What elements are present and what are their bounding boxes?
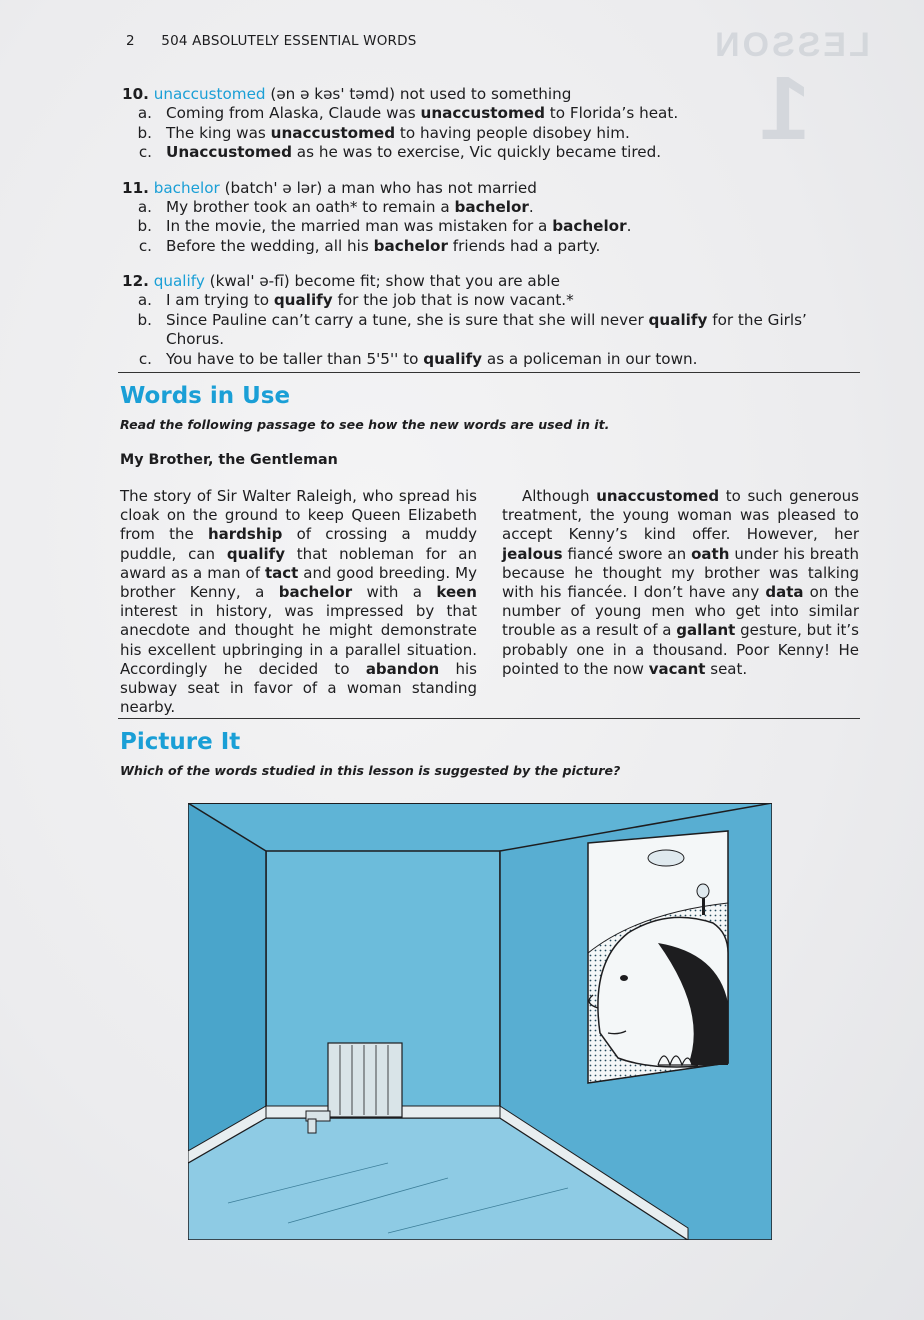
- bleed-through-lesson: LESSON: [712, 26, 870, 64]
- passage-text: Although: [522, 487, 597, 505]
- passage-column-right: [502, 487, 859, 679]
- example-sentence: [122, 350, 862, 370]
- passage-text: with a: [352, 583, 437, 602]
- vocabulary-word: bachelor: [278, 583, 353, 602]
- example-text: Since Pauline can’t carry a tune, she is sure that she will never qualify for the Girls’ Chorus.: [166, 310, 807, 348]
- example-text: Unaccustomed as he was to exercise, Vic quickly became tired.: [166, 143, 662, 161]
- example-sentence: [122, 124, 862, 144]
- passage-text: gesture, but it’s probably one in a thousand. Poor Kenny! He pointed to the now: [502, 621, 859, 678]
- example-letter: a.: [137, 104, 152, 122]
- example-text: Coming from Alaska, Claude was unaccustomed to Florida’s heat.: [166, 104, 679, 122]
- page-header: [126, 33, 416, 49]
- entry-pronunciation: (kwal' ə-fī): [209, 272, 290, 290]
- example-sentence: [122, 237, 862, 257]
- example-sentence: [122, 104, 862, 124]
- example-letter: c.: [138, 236, 152, 255]
- entry-pronunciation: (ən ə kəs' təmd): [270, 85, 395, 103]
- passage-text: on the number of young men who get into similar trouble as a result of a: [502, 583, 859, 640]
- picture-it-instruction: Which of the words studied in this lesson is suggested by the picture?: [120, 763, 621, 778]
- example-sentence: [122, 217, 862, 237]
- vocabulary-word: abandon: [365, 659, 440, 678]
- example-sentence: [122, 143, 862, 163]
- entry-head: [122, 85, 862, 104]
- entry-word: bachelor: [153, 178, 220, 197]
- passage-text: his subway seat in favor of a woman standing nearby.: [120, 659, 478, 717]
- example-letter: a.: [137, 197, 152, 216]
- entry-definition: become fit; show that you are able: [294, 272, 560, 290]
- example-letter: b.: [137, 123, 152, 142]
- passage-paragraph: [502, 487, 859, 679]
- example-text: The king was unaccustomed to having people disobey him.: [166, 123, 630, 142]
- passage-text: seat.: [705, 659, 748, 678]
- section-divider: [118, 718, 860, 719]
- example-letter: b.: [137, 310, 152, 329]
- example-text: Before the wedding, all his bachelor friends had a party.: [166, 236, 601, 255]
- passage-text: interest in history, was impressed by that anecdote and thought he might demonstrate his excellent upbringing in a parallel situation. Accordingly he decided to: [120, 602, 477, 678]
- entry-number: 10.: [122, 85, 149, 103]
- words-in-use-instruction: Read the following passage to see how the new words are used in it.: [120, 417, 610, 432]
- entry-pronunciation: (batch' ə lər): [224, 178, 323, 197]
- passage-column-left: [120, 487, 477, 717]
- section-title-picture-it: Picture It: [120, 729, 241, 755]
- word-entries: [122, 85, 862, 385]
- vocabulary-word: qualify: [226, 544, 285, 563]
- entry-number: 11.: [122, 178, 149, 197]
- entry-head: [122, 272, 862, 291]
- passage-text: to such generous treatment, the young woman was pleased to accept Kenny’s kind offer. However, her: [502, 487, 859, 544]
- word-entry: [122, 179, 862, 257]
- example-text: I am trying to qualify for the job that is now vacant.*: [166, 291, 574, 309]
- example-sentence: [122, 311, 862, 350]
- vocabulary-word: gallant: [676, 621, 736, 640]
- example-sentence: [122, 291, 862, 311]
- vocabulary-word: unaccustomed: [596, 487, 720, 505]
- passage-text: under his breath because he thought my brother was talking with his fiancée. I don’t have any: [502, 544, 859, 602]
- vocabulary-word: keen: [436, 583, 477, 602]
- book-title: 504 ABSOLUTELY ESSENTIAL WORDS: [161, 33, 417, 49]
- passage-text: and good breeding. My brother Kenny, a: [120, 563, 477, 602]
- passage-text: fiancé swore an: [562, 544, 692, 563]
- example-letter: c.: [138, 143, 152, 161]
- vocabulary-word: oath: [691, 544, 730, 563]
- entry-word: qualify: [153, 272, 205, 290]
- section-divider: [118, 372, 860, 373]
- vacant-room-illustration: [188, 803, 772, 1240]
- example-text: You have to be taller than 5'5'' to qualify as a policeman in our town.: [166, 349, 698, 368]
- entry-head: [122, 179, 862, 198]
- example-letter: a.: [137, 291, 152, 309]
- bleed-through-number: 1: [760, 59, 811, 159]
- passage-text: that nobleman for an award as a man of: [120, 544, 477, 582]
- passage-paragraph: [120, 487, 477, 717]
- vocabulary-word: tact: [264, 563, 299, 582]
- vocabulary-word: data: [765, 583, 804, 602]
- passage-text: The story of Sir Walter Raleigh, who spread his cloak on the ground to keep Queen Elizabeth from the: [120, 487, 477, 544]
- example-sentence: [122, 198, 862, 218]
- section-title-words-in-use: Words in Use: [120, 383, 291, 409]
- entry-definition: a man who has not married: [327, 178, 537, 197]
- entry-definition: not used to something: [399, 85, 572, 103]
- passage-text: of crossing a muddy puddle, can: [120, 525, 477, 563]
- word-entry: [122, 272, 862, 369]
- passage-title: My Brother, the Gentleman: [120, 452, 338, 468]
- example-text: My brother took an oath* to remain a bachelor.: [166, 197, 534, 216]
- page-number: 2: [126, 33, 135, 49]
- word-entry: [122, 85, 862, 163]
- example-letter: c.: [138, 349, 152, 368]
- vocabulary-word: jealous: [502, 544, 563, 563]
- example-letter: b.: [137, 217, 152, 235]
- vocabulary-word: hardship: [207, 525, 283, 544]
- vocabulary-word: vacant: [648, 659, 706, 678]
- example-text: In the movie, the married man was mistaken for a bachelor.: [166, 217, 632, 235]
- entry-number: 12.: [122, 272, 149, 290]
- entry-word: unaccustomed: [153, 85, 266, 103]
